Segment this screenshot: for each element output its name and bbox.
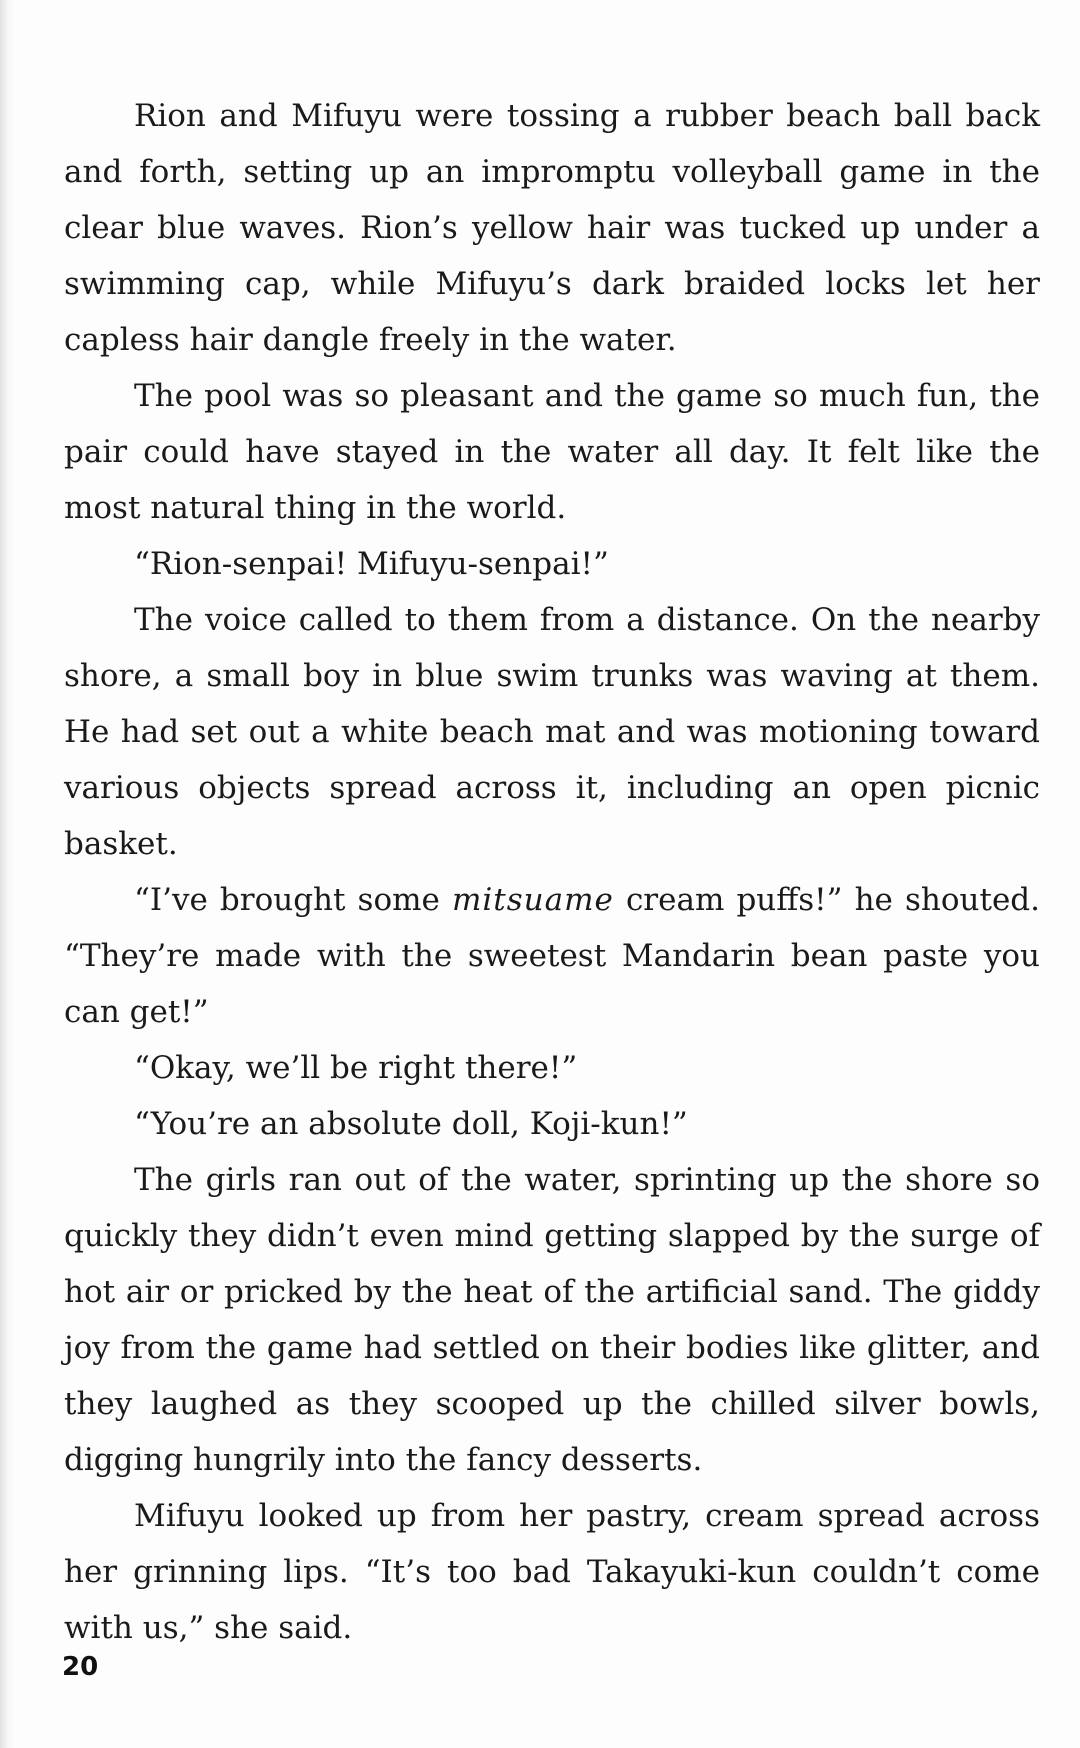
paragraph-2: The pool was so pleasant and the game so much fun, the pair could have stayed in the water all day. It felt like the most natural thing in the world. [64, 378, 1040, 526]
page-binding-edge [0, 0, 14, 1748]
paragraph-5-before: “I’ve brought some [134, 882, 452, 918]
paragraph-8: The girls ran out of the water, sprinting up the shore so quickly they didn’t even mind getting slapped by the surge of hot air or pricked by the heat of the artificial sand. The giddy joy from the game had settled on their bodies like glitter, and they laughed as they scooped up the chilled silver bowls, digging hungrily into the fancy desserts. [64, 1162, 1040, 1478]
page-number: 20 [62, 1652, 99, 1682]
paragraph-6: “Okay, we’ll be right there!” [134, 1050, 578, 1086]
paragraph-9: Mifuyu looked up from her pastry, cream spread across her grinning lips. “It’s too bad Takayuki-kun couldn’t come with us,” she said. [64, 1498, 1040, 1646]
paragraph-3: “Rion-senpai! Mifuyu-senpai!” [134, 546, 609, 582]
paragraph-5-after: cream puffs!” he shouted. “They’re made with the sweetest Mandarin bean paste you can get!” [64, 882, 1040, 1030]
paragraph-5-italic: mitsuame [451, 882, 614, 918]
paragraph-4: The voice called to them from a distance. On the nearby shore, a small boy in blue swim trunks was waving at them. He had set out a white beach mat and was motioning toward various objects spread across it, including an open picnic basket. [64, 602, 1040, 862]
paragraph-1: Rion and Mifuyu were tossing a rubber beach ball back and forth, setting up an impromptu volleyball game in the clear blue waves. Rion’s yellow hair was tucked up under a swimming cap, while Mifuyu’s dark braided locks let her capless hair dangle freely in the water. [64, 98, 1040, 358]
paragraph-5 [64, 872, 1040, 1040]
body-text [64, 88, 1040, 1656]
paragraph-7: “You’re an absolute doll, Koji-kun!” [134, 1106, 688, 1142]
